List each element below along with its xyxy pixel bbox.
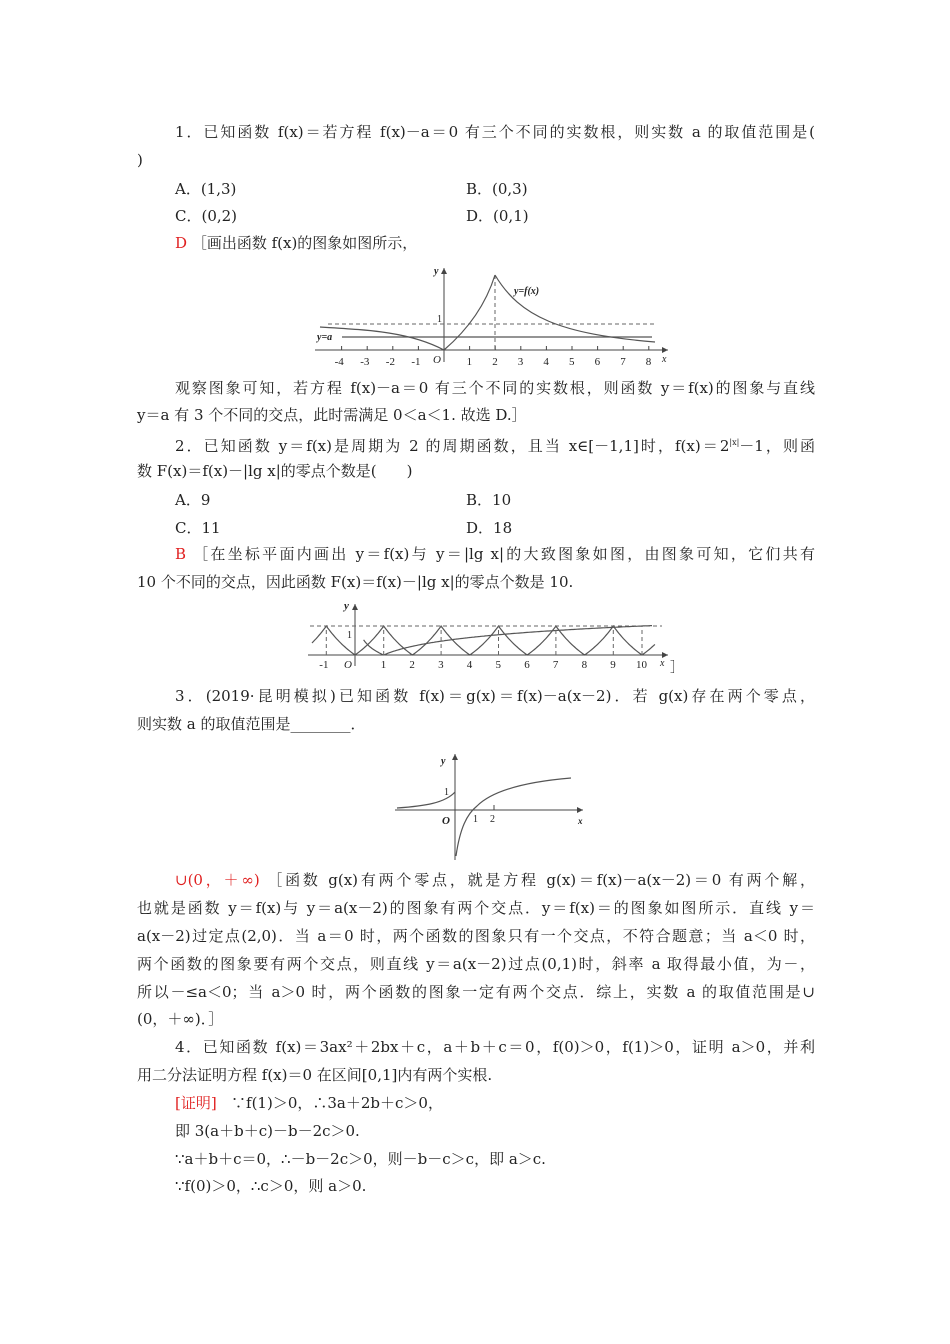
q1-option-d: D．(0,1): [466, 207, 529, 225]
x-tick-label: 2: [492, 356, 498, 368]
y-tick-1: 1: [444, 787, 449, 798]
q1-option-c: C．(0,2): [175, 207, 238, 225]
x-tick-label: 1: [380, 659, 387, 671]
q2-solution-line2: 10 个不同的交点，因此函数 F(x)＝f(x)－|lg x|的零点个数是 10.: [137, 573, 574, 591]
x-tick-label: 8: [645, 356, 652, 368]
x-label: x: [662, 354, 667, 365]
q3-solution-text: ［函数 g(x)有两个零点，就是方程 g(x)＝f(x)－a(x－2)＝0 有两个解，: [267, 871, 816, 889]
q4-stem: 4．已知函数 f(x)＝3ax²＋2bx＋c，a＋b＋c＝0，f(0)＞0，f(1)＞0，证明 a＞0，并利: [175, 1038, 815, 1056]
q4-proof-line1: [175, 1093, 815, 1113]
y-label: y: [434, 266, 439, 277]
q1-solution-line2: 观察图象可知，若方程 f(x)－a＝0 有三个不同的实数根，则函数 y＝f(x)的图象与直线: [175, 379, 815, 397]
y-axis-arrow-icon: [352, 604, 358, 610]
y-axis-arrow-icon: [452, 754, 458, 760]
q1-option-a: A．(1,3): [175, 180, 237, 198]
q1-stem: 1．已知函数 f(x)＝若方程 f(x)－a＝0 有三个不同的实数根，则实数 a 的取值范围是(: [175, 123, 815, 141]
x-tick-label: 9: [610, 659, 616, 671]
q2-option-a: A．9: [175, 491, 211, 509]
y-axis-arrow-icon: [441, 268, 447, 274]
x-tick-label: -1: [411, 356, 421, 368]
q1-stem-cont: ): [137, 151, 143, 169]
proof-tag: [证明]: [175, 1094, 217, 1112]
q4-proof-line3: ∵a＋b＋c＝0，∴－b－2c＞0，则－b－c＞c，即 a＞c.: [175, 1150, 546, 1168]
q4-proof-line2: 即 3(a＋b＋c)－b－2c＞0.: [175, 1122, 360, 1140]
x-tick-2-label: 2: [490, 814, 495, 825]
x-tick-label: 1: [466, 356, 473, 368]
q1-graph: [300, 262, 680, 372]
curve-rise: [444, 275, 495, 350]
q4-stem-cont: 用二分法证明方程 f(x)＝0 在区间[0,1]内有两个实根.: [137, 1066, 493, 1084]
x-tick-label: 6: [594, 356, 601, 368]
x-tick-label: 4: [466, 659, 473, 671]
x-tick-label: 2: [409, 659, 415, 671]
origin-label: O: [442, 815, 450, 827]
q1-solution: [175, 233, 815, 253]
close-bracket: ］: [670, 661, 684, 676]
line-label: y=a: [317, 332, 333, 343]
q2-stem-a: 2．已知函数 y＝f(x)是周期为 2 的周期函数，且当 x∈[－1,1]时，f(x)＝2: [175, 437, 730, 455]
x-tick-label: 4: [543, 356, 549, 368]
q1-option-b: B．(0,3): [466, 180, 528, 198]
x-axis-arrow-icon: [577, 807, 583, 813]
x-tick-label: 5: [569, 356, 575, 368]
q2-solution: [175, 544, 815, 564]
q3-stem: 3．(2019·昆明模拟)已知函数 f(x)＝g(x)＝f(x)－a(x－2)．若 g(x)存在两个零点，: [175, 687, 815, 705]
q2-solution-text: ［在坐标平面内画出 y＝f(x)与 y＝|lg x|的大致图象如图，由图象可知，它们共有: [193, 545, 815, 563]
x-label: x: [578, 816, 583, 826]
x-tick-label: -2: [385, 356, 395, 368]
q2-stem-cont: 数 F(x)＝f(x)－|lg x|的零点个数是( ): [137, 462, 413, 480]
q3-solution-line4: 两个函数的图象要有两个交点，则直线 y＝a(x－2)过点(0,1)时，斜率 a 取得最小值，为－，: [137, 955, 815, 973]
q2-stem: [175, 433, 815, 456]
q3-graph: [385, 748, 595, 863]
q3-solution-line6: (0，＋∞)．］: [137, 1010, 224, 1028]
q2-stem-exponent: |x|: [729, 438, 740, 447]
x-tick-label: 8: [581, 659, 588, 671]
q2-answer: B: [175, 545, 187, 563]
y-tick-1: 1: [347, 630, 352, 641]
y-label: y: [441, 756, 446, 767]
x-tick-label: 5: [495, 659, 501, 671]
q3-solution-line2: 也就是函数 y＝f(x)与 y＝a(x－2)的图象有两个交点．y＝f(x)＝的图象如图所示．直线 y＝: [137, 899, 815, 917]
origin-label: O: [344, 659, 352, 671]
y-tick-1: 1: [437, 314, 442, 325]
q3-solution-line5: 所以－≤a＜0；当 a＞0 时，两个函数的图象一定有两个交点．综上，实数 a 的取值范围是∪: [137, 983, 815, 1001]
curve-left: [320, 327, 444, 350]
x-tick-label: 7: [620, 356, 626, 368]
x-tick-1-label: 1: [473, 814, 478, 825]
q2-option-b: B．10: [466, 491, 512, 509]
x-tick-label: 7: [552, 659, 559, 671]
q1-solution-text: ［画出函数 f(x)的图象如图所示，: [191, 234, 418, 252]
q3-solution-line3: a(x－2)过定点(2,0)．当 a＝0 时，两个函数的图象只有一个交点，不符合题意；当 a＜0 时，: [137, 927, 815, 945]
q1-answer: D: [175, 234, 188, 252]
q2-stem-b: －1，则函: [739, 437, 816, 455]
x-tick-label: 3: [438, 659, 444, 671]
q2-graph: [300, 598, 690, 680]
y-label: y: [344, 600, 349, 612]
x-tick-label: 6: [524, 659, 530, 671]
q2-option-d: D．18: [466, 519, 513, 537]
x-tick-label: -4: [334, 356, 344, 368]
q3-answer: ∪(0，＋∞): [175, 871, 260, 889]
x-tick-label: -3: [360, 356, 370, 368]
q2-option-c: C．11: [175, 519, 221, 537]
q1-solution-line3: y＝a 有 3 个不同的交点，此时需满足 0＜a＜1. 故选 D.］: [137, 406, 527, 424]
x-tick-label: 10: [636, 659, 647, 671]
x-tick-label: 3: [517, 356, 524, 368]
q3-solution: [175, 870, 815, 890]
x-axis-arrow-icon: [662, 347, 668, 353]
q4-proof-line4: ∵f(0)＞0，∴c＞0，则 a＞0.: [175, 1177, 367, 1195]
proof-text: ∵f(1)＞0，∴3a＋2b＋c＞0，: [231, 1094, 443, 1112]
q3-stem-cont: 则实数 a 的取值范围是________．: [137, 715, 366, 733]
curve-label: y=f(x): [514, 286, 540, 297]
origin-label: O: [433, 354, 441, 366]
x-label: x: [660, 658, 665, 669]
x-tick-label: -1: [319, 659, 329, 671]
